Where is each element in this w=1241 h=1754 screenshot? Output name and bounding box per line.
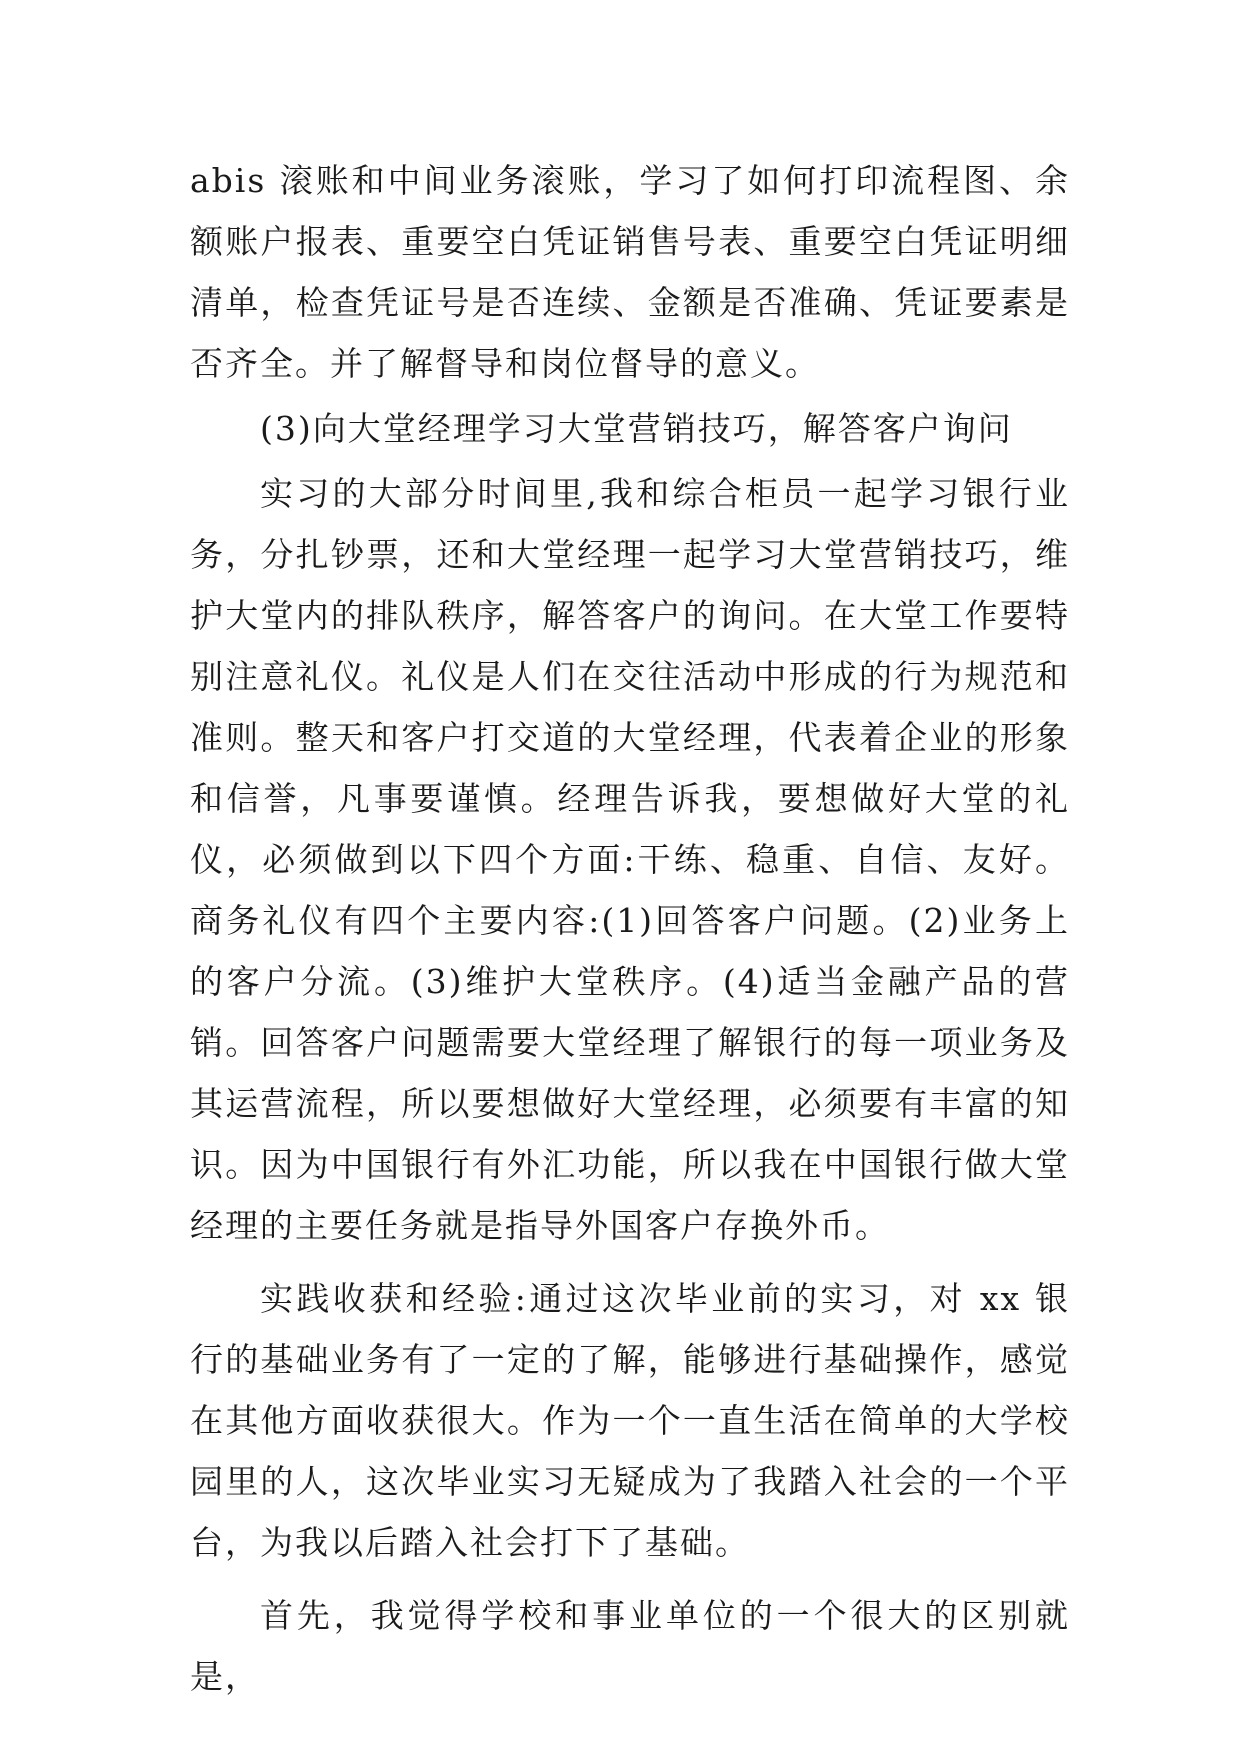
paragraph-section-heading: (3)向大堂经理学习大堂营销技巧，解答客户询问: [260, 409, 1013, 448]
document-body: [190, 150, 1070, 1707]
paragraph-lobby-work: 实习的大部分时间里,我和综合柜员一起学习银行业务，分扎钞票，还和大堂经理一起学习大堂营销技巧，维护大堂内的排队秩序，解答客户的询问。在大堂工作要特别注意礼仪。礼仪是人们在交往活动中形成的行为规范和准则。整天和客户打交道的大堂经理，代表着企业的形象和信誉，凡事要谨慎。经理告诉我，要想做好大堂的礼仪，必须做到以下四个方面:干练、稳重、自信、友好。商务礼仪有四个主要内容:(1)回答客户问题。(2)业务上的客户分流。(3)维护大堂秩序。(4)适当金融产品的营销。回答客户问题需要大堂经理了解银行的每一项业务及其运营流程，所以要想做好大堂经理，必须要有丰富的知识。因为中国银行有外汇功能，所以我在中国银行做大堂经理的主要任务就是指导外国客户存换外币。: [190, 474, 1070, 1245]
paragraph-gains: 实践收获和经验:通过这次毕业前的实习，对 xx 银行的基础业务有了一定的了解，能够进行基础操作，感觉在其他方面收获很大。作为一个一直生活在简单的大学校园里的人，这次毕业实习无疑成为了我踏入社会的一个平台，为我以后踏入社会打下了基础。: [190, 1279, 1070, 1562]
paragraph-first-point: 首先，我觉得学校和事业单位的一个很大的区别就是，: [190, 1596, 1070, 1696]
paragraph-continuation: abis 滚账和中间业务滚账，学习了如何打印流程图、余额账户报表、重要空白凭证销售号表、重要空白凭证明细清单，检查凭证号是否连续、金额是否准确、凭证要素是否齐全。并了解督导和岗位督导的意义。: [190, 161, 1070, 383]
